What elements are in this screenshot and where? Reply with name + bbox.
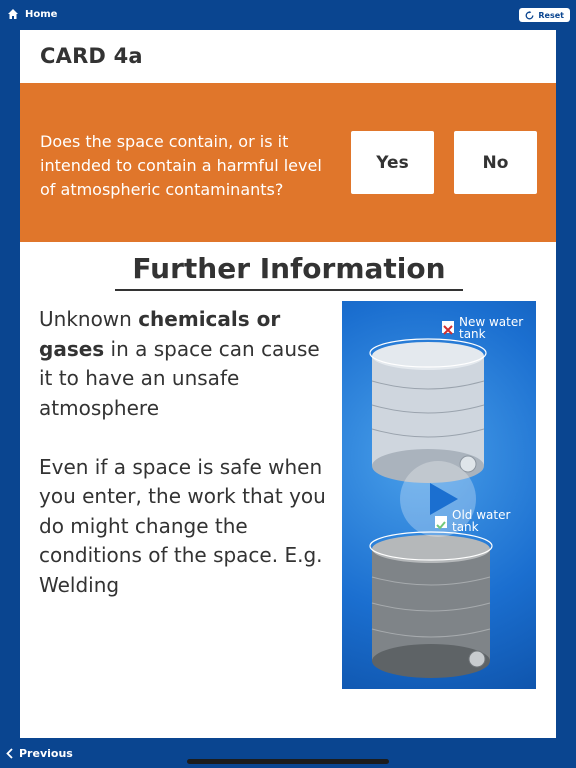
question-text: Does the space contain, or is it intended to contain a harmful level of atmospheric contaminants? bbox=[40, 132, 322, 199]
chevron-left-icon bbox=[6, 748, 13, 759]
x-mark-icon bbox=[442, 321, 454, 333]
play-button[interactable] bbox=[400, 461, 476, 537]
old-tank-label: Old water tank bbox=[452, 508, 511, 534]
no-button[interactable]: No bbox=[454, 131, 537, 194]
reset-icon bbox=[525, 11, 534, 20]
reset-button[interactable] bbox=[519, 8, 570, 22]
question-band bbox=[20, 83, 556, 242]
para1-start: Unknown bbox=[39, 307, 139, 331]
previous-button[interactable] bbox=[6, 747, 73, 760]
info-text bbox=[39, 305, 339, 600]
home-label: Home bbox=[25, 8, 58, 20]
para1-end: in a space can cause it to have an unsafe atmosphere bbox=[39, 336, 320, 420]
home-indicator bbox=[187, 759, 389, 764]
video-player[interactable] bbox=[342, 301, 536, 689]
home-button[interactable] bbox=[7, 8, 57, 20]
new-tank-label: New water tank bbox=[459, 315, 524, 341]
play-icon bbox=[430, 483, 458, 515]
home-icon bbox=[7, 8, 19, 20]
card-title: CARD 4a bbox=[40, 44, 143, 68]
yes-button[interactable]: Yes bbox=[351, 131, 434, 194]
top-bar bbox=[0, 0, 576, 30]
reset-label: Reset bbox=[538, 10, 564, 20]
card bbox=[20, 30, 556, 738]
previous-label: Previous bbox=[19, 747, 73, 760]
para1-bold: chemicals or gases bbox=[39, 307, 281, 361]
further-information-heading: Further Information bbox=[115, 252, 463, 291]
info-paragraph-1 bbox=[39, 305, 339, 423]
info-paragraph-2: Even if a space is safe when you enter, the work that you do might change the conditions of the space. E.g. Welding bbox=[39, 454, 326, 597]
